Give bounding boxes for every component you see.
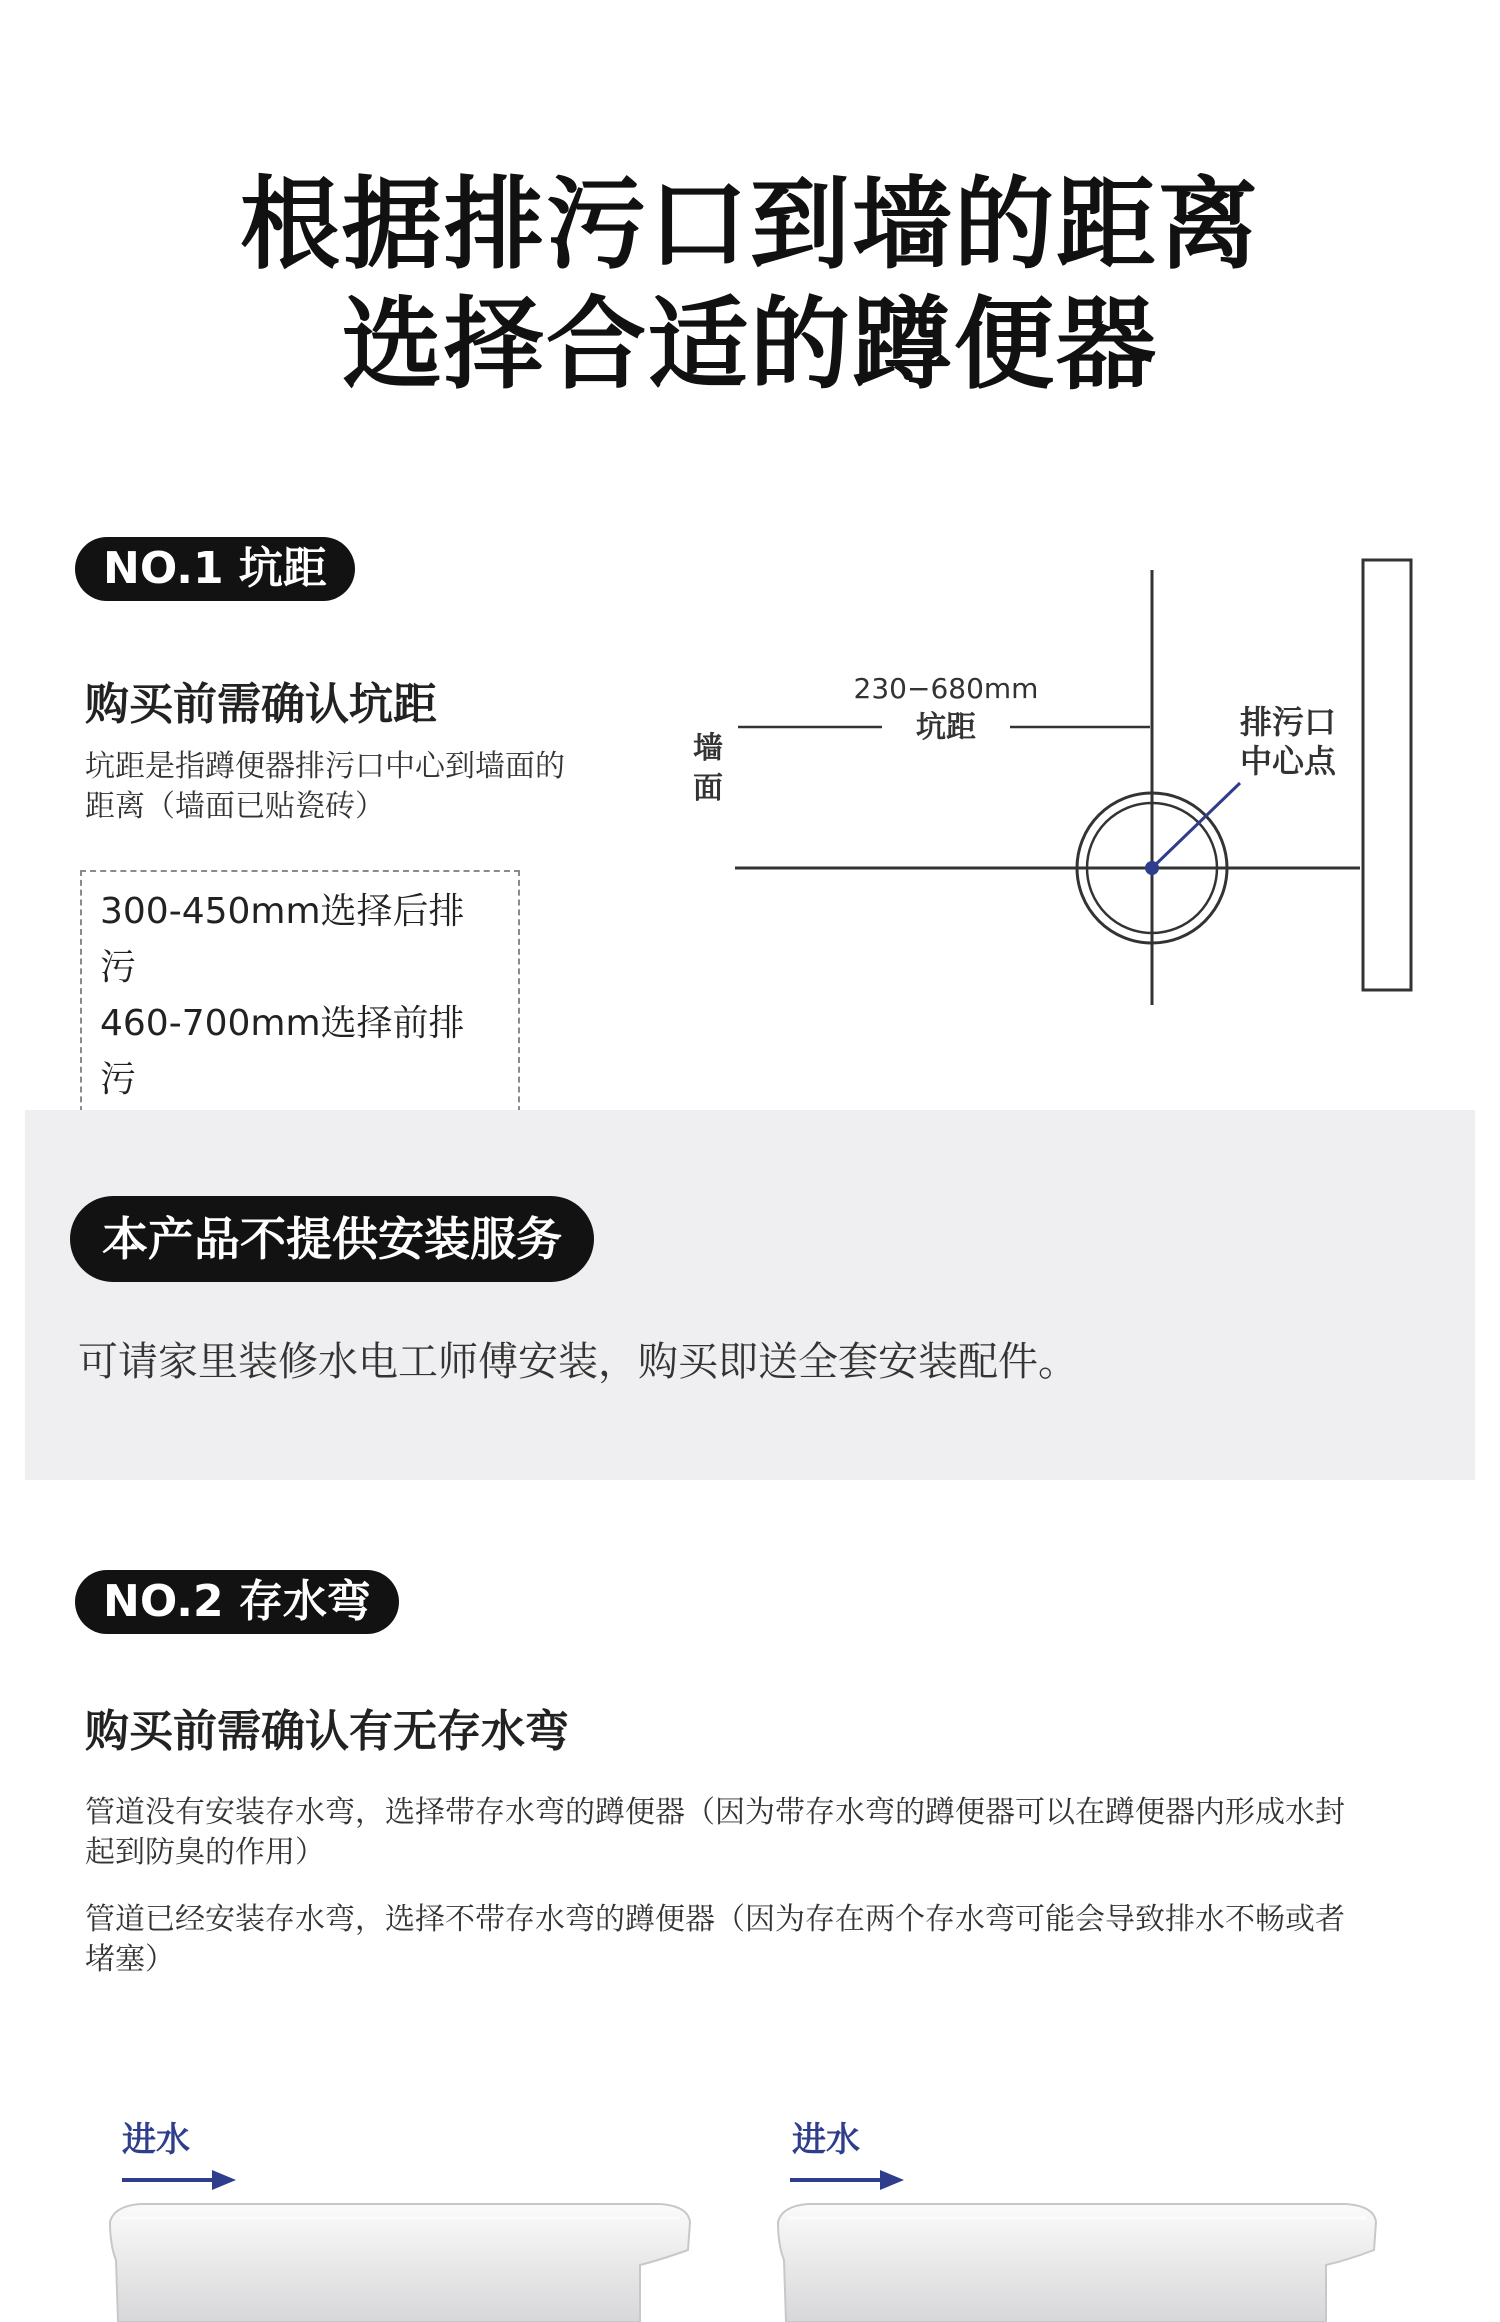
wall-label-top: 墙	[693, 731, 723, 766]
drain-label-line1: 排污口	[1239, 703, 1337, 741]
wall-shape	[1363, 560, 1411, 990]
section2-para2-line2: 堵塞）	[85, 1942, 175, 1977]
toilet-with-trap-image	[100, 2190, 700, 2322]
page-title-line2: 选择合适的蹲便器	[342, 286, 1158, 403]
section2-para1-line2: 起到防臭的作用）	[85, 1835, 325, 1870]
section1-desc-line1: 坑距是指蹲便器排污口中心到墙面的	[85, 749, 565, 784]
drain-label-line2: 中心点	[1239, 742, 1337, 780]
wall-label-bottom: 面	[693, 771, 723, 806]
water-in-label-left: 进水	[122, 2120, 190, 2160]
service-text: 可请家里装修水电工师傅安装，购买即送全套安装配件。	[78, 1339, 1078, 1385]
pit-distance-diagram	[660, 540, 1440, 1020]
section2-heading: 购买前需确认有无存水弯	[85, 1706, 569, 1757]
distance-name-label: 坑距	[916, 710, 976, 745]
section1-heading: 购买前需确认坑距	[85, 679, 437, 730]
page-title-line1: 根据排污口到墙的距离	[240, 166, 1260, 283]
section2-para1-line1: 管道没有安装存水弯，选择带存水弯的蹲便器（因为带存水弯的蹲便器可以在蹲便器内形成水封	[85, 1795, 1345, 1830]
service-badge: 本产品不提供安装服务	[70, 1196, 594, 1282]
rule-rear-drain: 300-450mm选择后排污	[100, 891, 465, 988]
section1-badge: NO.1 坑距	[75, 537, 355, 601]
section2-badge: NO.2 存水弯	[75, 1570, 399, 1634]
section2-para2-line1: 管道已经安装存水弯，选择不带存水弯的蹲便器（因为存在两个存水弯可能会导致排水不畅或者	[85, 1902, 1345, 1937]
toilet-without-trap-image	[770, 2190, 1390, 2322]
rule-front-drain: 460-700mm选择前排污	[100, 1003, 465, 1100]
drain-rule-box	[80, 870, 520, 1122]
section1-desc-line2: 距离（墙面已贴瓷砖）	[85, 789, 385, 824]
distance-range-label: 230−680mm	[853, 672, 1039, 705]
drain-center-dot	[1145, 861, 1159, 875]
water-in-label-right: 进水	[792, 2120, 860, 2160]
service-band	[25, 1110, 1475, 1480]
